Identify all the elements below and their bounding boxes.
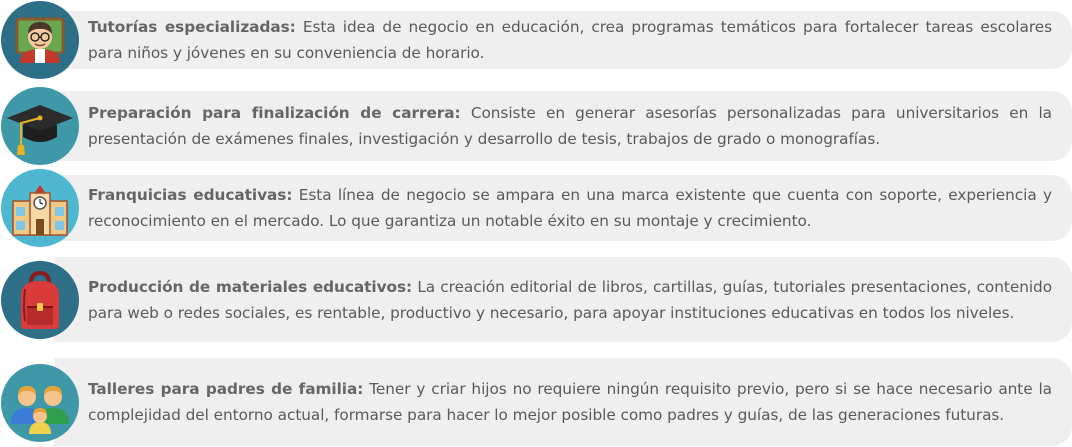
item-description: La creación editorial de libros, cartillas, guías, tutoriales presentaciones, contenido para web o redes sociales, es rentable, productivo y necesario, para apoyar instituciones educativas en todos los niveles. bbox=[88, 277, 1053, 322]
item-text bbox=[88, 0, 1052, 80]
item-text bbox=[88, 169, 1052, 247]
backpack-icon bbox=[1, 261, 79, 339]
list-item bbox=[0, 84, 1072, 168]
list-item bbox=[0, 0, 1072, 80]
list-item bbox=[0, 349, 1072, 447]
item-title: Producción de materiales educativos: bbox=[88, 277, 413, 296]
teacher-icon bbox=[1, 1, 79, 79]
item-text bbox=[88, 357, 1052, 447]
item-text bbox=[88, 252, 1052, 348]
item-description: Tener y criar hijos no requiere ningún requisito previo, pero si se hace necesario ante la complejidad del entorno actual, formarse para hacer lo mejor posible como padres y guías, de las generaciones futuras. bbox=[88, 379, 1052, 424]
item-description: Esta idea de negocio en educación, crea programas temáticos para fortalecer tareas escolares para niños y jóvenes en su conveniencia de horario. bbox=[88, 17, 1053, 62]
item-text bbox=[88, 84, 1052, 168]
item-title: Franquicias educativas: bbox=[88, 185, 293, 204]
item-title: Tutorías especializadas: bbox=[88, 17, 296, 36]
list-item bbox=[0, 169, 1072, 251]
list-item bbox=[0, 252, 1072, 348]
graduation-cap-icon bbox=[1, 87, 79, 165]
family-icon bbox=[1, 364, 79, 442]
item-title: Talleres para padres de familia: bbox=[88, 379, 364, 398]
school-building-icon bbox=[1, 169, 79, 247]
item-description: Esta línea de negocio se ampara en una marca existente que cuenta con soporte, experiencia y reconocimiento en el mercado. Lo que garantiza un notable éxito en su montaje y crecimiento. bbox=[88, 185, 1052, 230]
item-description: Consiste en generar asesorías personalizadas para universitarios en la presentación de exámenes finales, investigación y desarrollo de tesis, trabajos de grado o monografías. bbox=[88, 103, 1053, 148]
item-title: Preparación para finalización de carrera: bbox=[88, 103, 461, 122]
